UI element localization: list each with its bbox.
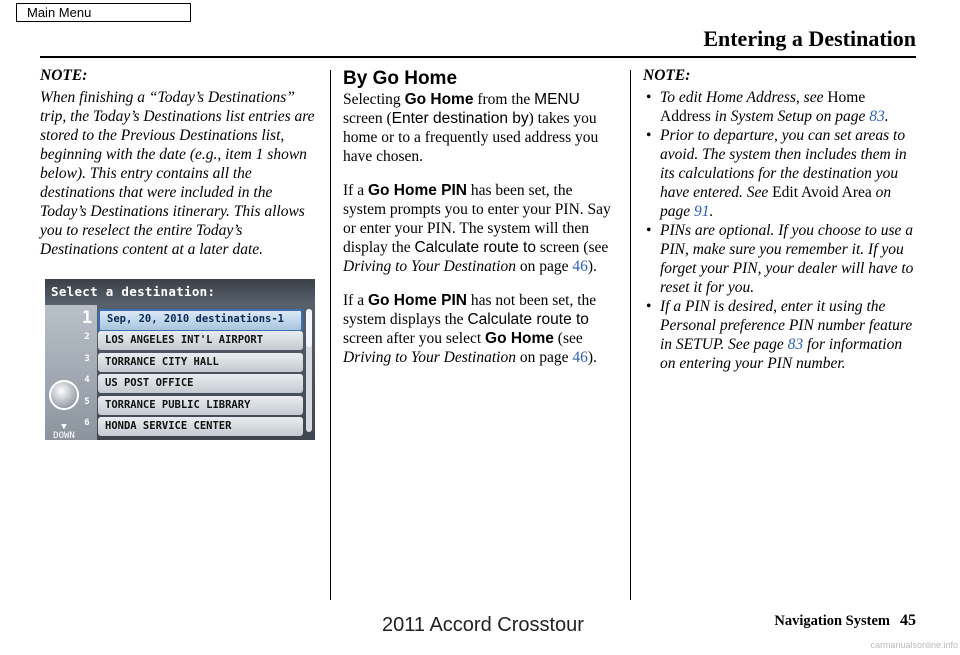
- text: on page: [660, 184, 892, 220]
- footer-section-label: Navigation System: [774, 613, 890, 629]
- text: has not been set, the system displays the: [343, 292, 597, 328]
- list-item[interactable]: [78, 395, 303, 416]
- term-enter-destination-by: Enter destination by: [391, 110, 529, 127]
- text: If a: [343, 182, 368, 199]
- ref-driving-to-destination: Driving to Your Destination: [343, 349, 516, 366]
- watermark: 2011 Accord Crosstour: [382, 614, 584, 636]
- down-arrow-icon: ▼: [61, 422, 67, 432]
- list-item[interactable]: [78, 352, 303, 373]
- item-number: 5: [84, 396, 90, 407]
- term-menu: MENU: [534, 91, 580, 108]
- item-number: 4: [84, 375, 90, 386]
- down-indicator: [53, 423, 75, 441]
- note-label: NOTE:: [643, 67, 691, 84]
- down-label: DOWN: [53, 431, 75, 441]
- text: screen after you select: [343, 330, 486, 347]
- text: To edit Home Address, see: [660, 89, 828, 106]
- page-link-83[interactable]: 83: [869, 108, 885, 125]
- text: screen (: [343, 110, 392, 127]
- term-calculate-route-to: Calculate route to: [467, 311, 589, 328]
- text: (see: [553, 330, 583, 347]
- page-number: 45: [900, 612, 916, 629]
- text: ).: [587, 258, 597, 275]
- list-item[interactable]: [78, 309, 303, 330]
- page-link-46[interactable]: 46: [572, 349, 588, 366]
- text: has been set, the system prompts you to enter your PIN. Say or enter your PIN. The system will then display the: [343, 182, 611, 256]
- text: for information on entering your PIN number.: [660, 336, 903, 372]
- text: screen (see: [535, 239, 609, 256]
- item-number: 2: [84, 332, 90, 343]
- term-go-home-pin: Go Home PIN: [367, 292, 467, 309]
- nav-scroll-thumb[interactable]: [306, 309, 312, 347]
- term-go-home-pin: Go Home PIN: [367, 182, 467, 199]
- text: ).: [587, 349, 597, 366]
- page-link-83[interactable]: 83: [787, 336, 804, 353]
- header-rule: [40, 56, 916, 58]
- column-divider-left: [330, 70, 331, 600]
- note-item: [643, 297, 918, 373]
- text: from the: [473, 91, 535, 108]
- page-title: Entering a Destination: [703, 26, 916, 51]
- text: PINs are optional. If you choose to use a PIN, make sure you remember it. If you forget your PIN, your dealer will have to reset it for you.: [660, 222, 914, 296]
- paragraph-go-home: [343, 90, 618, 166]
- footer: [774, 612, 916, 630]
- navigation-screen-image: [45, 279, 315, 440]
- text: Prior to departure, you can set areas to avoid. The system then includes them in its calculations for the destination you have entered. See: [660, 127, 907, 201]
- destination-list: [78, 309, 303, 437]
- middle-column: [343, 66, 618, 382]
- term-go-home: Go Home: [404, 91, 474, 108]
- paragraph-pin-not-set: [343, 291, 618, 367]
- destination-item[interactable]: LOS ANGELES INT'L AIRPORT: [98, 331, 303, 350]
- term-go-home: Go Home: [485, 330, 554, 347]
- note-item: [643, 221, 918, 297]
- nav-screen-title: Select a destination:: [45, 279, 315, 305]
- destination-item[interactable]: TORRANCE PUBLIC LIBRARY: [98, 396, 303, 415]
- right-column: [643, 66, 918, 373]
- item-number: 6: [84, 417, 90, 428]
- left-column: [40, 66, 315, 259]
- interface-dial-icon: [49, 380, 79, 410]
- text: .: [709, 203, 714, 220]
- ref-edit-avoid-area: Edit Avoid Area: [772, 184, 872, 201]
- list-item[interactable]: [78, 416, 303, 437]
- site-watermark: carmanualsonline.info: [870, 640, 958, 650]
- ref-home-address: Home Address: [660, 89, 866, 125]
- destination-item[interactable]: TORRANCE CITY HALL: [98, 353, 303, 372]
- list-item[interactable]: [78, 373, 303, 394]
- text: in System Setup on page: [710, 108, 870, 125]
- text: If a: [343, 292, 368, 309]
- list-item[interactable]: [78, 330, 303, 351]
- paragraph-pin-set: [343, 181, 618, 276]
- ref-driving-to-destination: Driving to Your Destination: [343, 258, 516, 275]
- note-label: NOTE:: [40, 67, 88, 84]
- destination-item-selected[interactable]: Sep, 20, 2010 destinations-1: [98, 309, 303, 332]
- item-number: 1: [81, 308, 93, 328]
- page-link-91[interactable]: 91: [694, 203, 710, 220]
- destination-item[interactable]: US POST OFFICE: [98, 374, 303, 393]
- note-text: When finishing a “Today’s Destinations” trip, the Today’s Destinations list entries are stored to the Previous Destinations list, beginning with the date (e.g., item 1 shown below). This entry contains all the destinations that were included in the Today’s Destinations itinerary. This allows you to reselect the entire Today’s Destinations content at a later date.: [40, 89, 315, 258]
- page-link-46[interactable]: 46: [572, 258, 588, 275]
- text: ) takes you home or to a frequently used address you have chosen.: [343, 110, 599, 165]
- note-item: [643, 88, 918, 126]
- note-list: [643, 88, 918, 373]
- main-menu-button[interactable]: Main Menu: [16, 3, 191, 22]
- nav-scrollbar[interactable]: [306, 309, 312, 432]
- item-number: 3: [84, 353, 90, 364]
- section-title: By Go Home: [343, 68, 458, 89]
- column-divider-right: [630, 70, 631, 600]
- text: .: [884, 108, 889, 125]
- text: on page: [515, 258, 573, 275]
- text: Selecting: [343, 91, 405, 108]
- term-calculate-route-to: Calculate route to: [414, 239, 536, 256]
- destination-item[interactable]: HONDA SERVICE CENTER: [98, 417, 303, 436]
- text: If a PIN is desired, enter it using the Personal preference PIN number feature in SETUP. See page: [660, 298, 913, 353]
- note-item: [643, 126, 918, 221]
- text: on page: [515, 349, 573, 366]
